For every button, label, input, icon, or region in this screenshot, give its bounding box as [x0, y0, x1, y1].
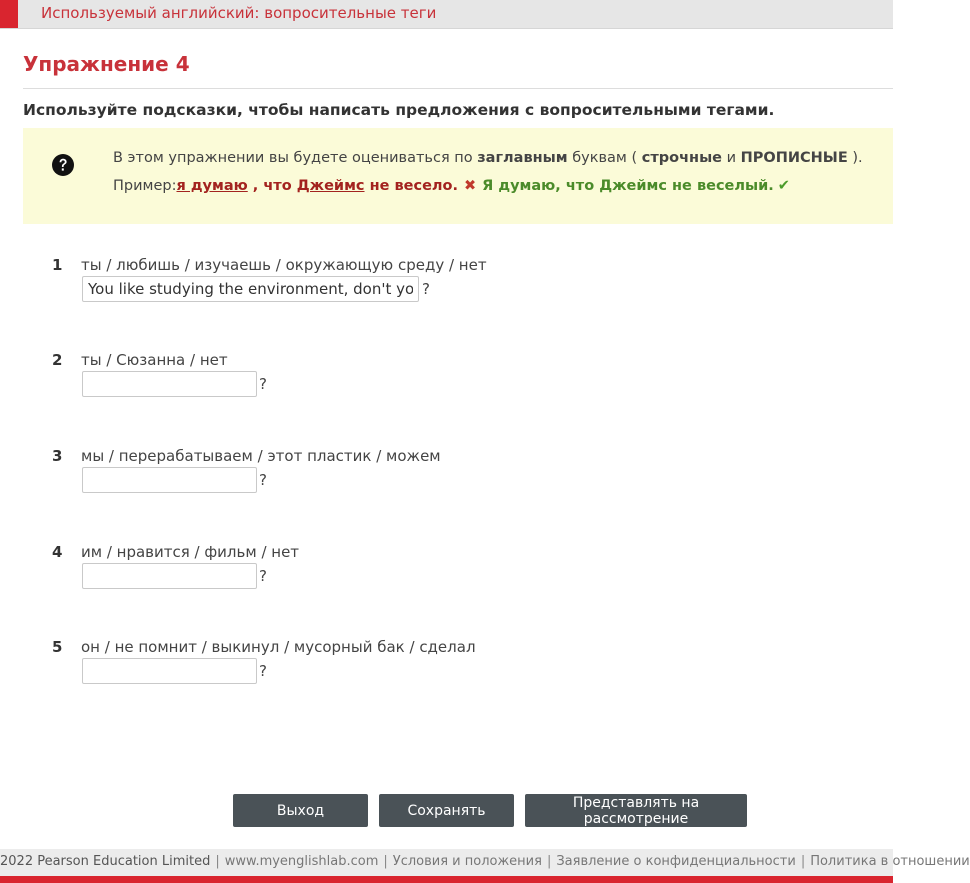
cross-icon: ✖ — [464, 178, 477, 194]
answer-input-1[interactable] — [82, 276, 419, 302]
example-label: Пример: — [113, 178, 177, 194]
footer-separator: | — [800, 854, 806, 869]
answer-input-5[interactable] — [82, 658, 257, 684]
answer-input-3[interactable] — [82, 467, 257, 493]
question-number: 1 — [52, 256, 63, 274]
save-button[interactable]: Сохранять — [379, 794, 514, 827]
divider — [23, 88, 893, 89]
info-bold-uppercase: ПРОПИСНЫЕ — [740, 150, 848, 166]
copyright-text: 2022 Pearson Education Limited — [0, 854, 211, 869]
question-number: 2 — [52, 351, 63, 369]
info-text: буквам ( — [567, 150, 642, 166]
answer-input-2[interactable] — [82, 371, 257, 397]
info-bold-capital: заглавным — [477, 150, 568, 166]
info-bold-lowercase: строчные — [641, 150, 723, 166]
submit-button[interactable]: Представлять на рассмотрение — [525, 794, 747, 827]
question-prompt: он / не помнит / выкинул / мусорный бак / сделал — [81, 638, 476, 656]
info-example — [113, 178, 790, 194]
footer-separator: | — [215, 854, 220, 869]
footer-accent-bar — [0, 876, 893, 883]
footer — [0, 849, 970, 876]
answer-input-4[interactable] — [82, 563, 257, 589]
footer-link-policy[interactable]: Политика в отношении — [810, 854, 970, 869]
question-circle-icon[interactable] — [52, 154, 74, 176]
question-mark: ? — [422, 280, 430, 298]
question-prompt: мы / перерабатываем / этот пластик / можем — [81, 447, 441, 465]
correct-example: Я думаю, что Джеймс не веселый. — [482, 178, 774, 194]
instruction-text: Используйте подсказки, чтобы написать предложения с вопросительными тегами. — [23, 101, 775, 119]
info-text: В этом упражнении вы будете оцениваться по — [113, 150, 478, 166]
footer-link-site[interactable]: www.myenglishlab.com — [224, 854, 379, 869]
top-bar — [0, 0, 893, 29]
info-text: и — [722, 150, 741, 166]
check-icon: ✔ — [777, 178, 790, 194]
wrong-example-part: не весело. — [364, 178, 459, 194]
footer-separator: | — [546, 854, 552, 869]
breadcrumb[interactable]: Используемый английский: вопросительные теги — [41, 4, 437, 22]
exit-button[interactable]: Выход — [233, 794, 368, 827]
footer-separator: | — [383, 854, 388, 869]
brand-accent — [0, 0, 18, 28]
footer-link-terms[interactable]: Условия и положения — [392, 854, 542, 869]
question-number: 4 — [52, 543, 63, 561]
question-mark: ? — [259, 471, 267, 489]
question-number: 3 — [52, 447, 63, 465]
question-prompt: им / нравится / фильм / нет — [81, 543, 300, 561]
info-text: ). — [847, 150, 863, 166]
page-title: Упражнение 4 — [23, 52, 190, 76]
question-mark: ? — [259, 662, 267, 680]
question-prompt: ты / любишь / изучаешь / окружающую среду / нет — [81, 256, 487, 274]
question-mark: ? — [259, 375, 267, 393]
question-prompt: ты / Сюзанна / нет — [81, 351, 228, 369]
wrong-example-part: я думаю — [176, 178, 248, 194]
footer-link-privacy[interactable]: Заявление о конфиденциальности — [556, 854, 796, 869]
question-mark: ? — [259, 567, 267, 585]
question-number: 5 — [52, 638, 63, 656]
info-grading-text — [113, 150, 863, 166]
wrong-example-part: , что — [247, 178, 297, 194]
wrong-example-part: Джеймс — [296, 178, 365, 194]
info-box — [23, 128, 893, 224]
